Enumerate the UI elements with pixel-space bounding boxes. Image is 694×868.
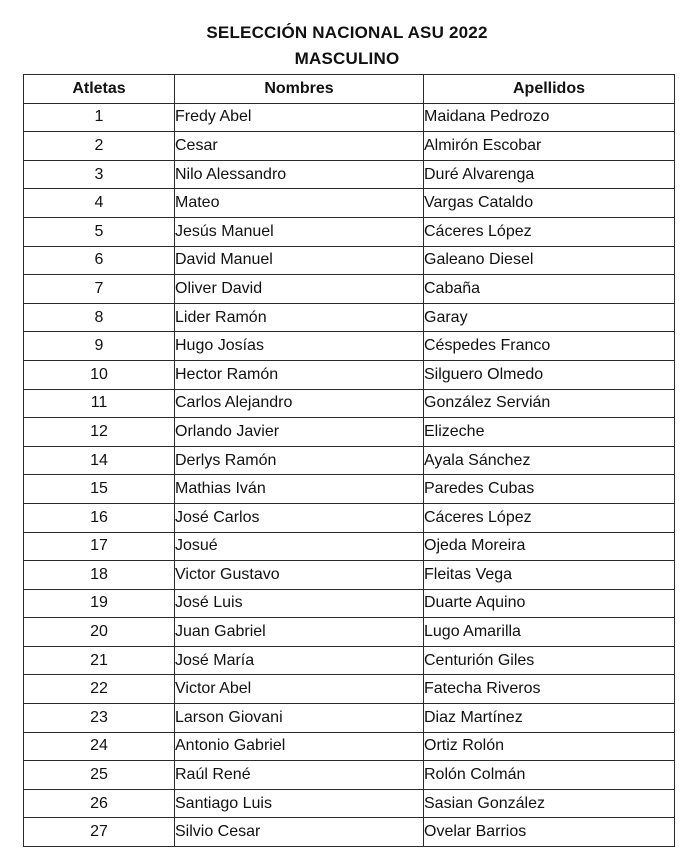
first-names-cell: Mathias Iván [175,475,424,504]
last-names-cell: Fatecha Riveros [424,675,675,704]
table-row [24,761,675,790]
athlete-number-cell: 4 [24,189,175,218]
athlete-number-cell: 23 [24,704,175,733]
table-row [24,189,675,218]
first-names-cell: Juan Gabriel [175,618,424,647]
table-row [24,103,675,132]
last-names-cell: Diaz Martínez [424,704,675,733]
table-header-row [24,75,675,104]
column-header-atletas: Atletas [24,75,175,104]
last-names-cell: González Servián [424,389,675,418]
athlete-number-cell: 14 [24,446,175,475]
last-names-cell: Silguero Olmedo [424,360,675,389]
table-row [24,246,675,275]
first-names-cell: Cesar [175,132,424,161]
athlete-number-cell: 12 [24,418,175,447]
athlete-number-cell: 19 [24,589,175,618]
first-names-cell: José María [175,646,424,675]
last-names-cell: Cáceres López [424,503,675,532]
first-names-cell: Antonio Gabriel [175,732,424,761]
first-names-cell: Josué [175,532,424,561]
first-names-cell: Fredy Abel [175,103,424,132]
athlete-number-cell: 27 [24,818,175,847]
first-names-cell: Orlando Javier [175,418,424,447]
last-names-cell: Ayala Sánchez [424,446,675,475]
table-row [24,732,675,761]
last-names-cell: Sasian González [424,789,675,818]
first-names-cell: Victor Gustavo [175,561,424,590]
athlete-number-cell: 10 [24,360,175,389]
first-names-cell: Derlys Ramón [175,446,424,475]
last-names-cell: Céspedes Franco [424,332,675,361]
table-row [24,704,675,733]
athlete-number-cell: 21 [24,646,175,675]
athlete-number-cell: 11 [24,389,175,418]
table-row [24,789,675,818]
first-names-cell: José Luis [175,589,424,618]
last-names-cell: Galeano Diesel [424,246,675,275]
last-names-cell: Ovelar Barrios [424,818,675,847]
table-row [24,532,675,561]
athlete-number-cell: 24 [24,732,175,761]
last-names-cell: Maidana Pedrozo [424,103,675,132]
first-names-cell: Larson Giovani [175,704,424,733]
first-names-cell: Jesús Manuel [175,217,424,246]
last-names-cell: Cáceres López [424,217,675,246]
table-row [24,618,675,647]
athlete-number-cell: 3 [24,160,175,189]
athlete-number-cell: 15 [24,475,175,504]
athlete-number-cell: 26 [24,789,175,818]
athlete-number-cell: 9 [24,332,175,361]
table-row [24,275,675,304]
athlete-number-cell: 5 [24,217,175,246]
athlete-number-cell: 2 [24,132,175,161]
roster-table-body [24,103,675,846]
last-names-cell: Paredes Cubas [424,475,675,504]
athlete-number-cell: 25 [24,761,175,790]
table-row [24,360,675,389]
table-row [24,303,675,332]
athlete-number-cell: 6 [24,246,175,275]
table-row [24,503,675,532]
first-names-cell: Victor Abel [175,675,424,704]
athlete-number-cell: 16 [24,503,175,532]
athlete-number-cell: 8 [24,303,175,332]
first-names-cell: Oliver David [175,275,424,304]
last-names-cell: Ojeda Moreira [424,532,675,561]
athlete-number-cell: 22 [24,675,175,704]
document-title: SELECCIÓN NACIONAL ASU 2022 [206,23,488,42]
last-names-cell: Almirón Escobar [424,132,675,161]
first-names-cell: Nilo Alessandro [175,160,424,189]
athlete-number-cell: 18 [24,561,175,590]
document-subtitle: MASCULINO [294,49,400,68]
table-row [24,446,675,475]
athlete-number-cell: 17 [24,532,175,561]
table-row [24,389,675,418]
last-names-cell: Duarte Aquino [424,589,675,618]
first-names-cell: Raúl René [175,761,424,790]
column-header-nombres: Nombres [175,75,424,104]
last-names-cell: Garay [424,303,675,332]
table-row [24,332,675,361]
roster-table [23,74,675,847]
table-row [24,561,675,590]
table-row [24,217,675,246]
first-names-cell: Mateo [175,189,424,218]
last-names-cell: Lugo Amarilla [424,618,675,647]
athlete-number-cell: 20 [24,618,175,647]
last-names-cell: Elizeche [424,418,675,447]
first-names-cell: Silvio Cesar [175,818,424,847]
table-row [24,675,675,704]
athlete-number-cell: 7 [24,275,175,304]
first-names-cell: Lider Ramón [175,303,424,332]
last-names-cell: Duré Alvarenga [424,160,675,189]
table-row [24,818,675,847]
first-names-cell: David Manuel [175,246,424,275]
table-row [24,132,675,161]
first-names-cell: Hector Ramón [175,360,424,389]
table-row [24,160,675,189]
first-names-cell: Santiago Luis [175,789,424,818]
last-names-cell: Vargas Cataldo [424,189,675,218]
last-names-cell: Cabaña [424,275,675,304]
column-header-apellidos: Apellidos [424,75,675,104]
first-names-cell: Carlos Alejandro [175,389,424,418]
table-row [24,475,675,504]
last-names-cell: Fleitas Vega [424,561,675,590]
table-row [24,589,675,618]
first-names-cell: José Carlos [175,503,424,532]
first-names-cell: Hugo Josías [175,332,424,361]
table-row [24,646,675,675]
athlete-number-cell: 1 [24,103,175,132]
last-names-cell: Rolón Colmán [424,761,675,790]
last-names-cell: Ortiz Rolón [424,732,675,761]
last-names-cell: Centurión Giles [424,646,675,675]
table-row [24,418,675,447]
